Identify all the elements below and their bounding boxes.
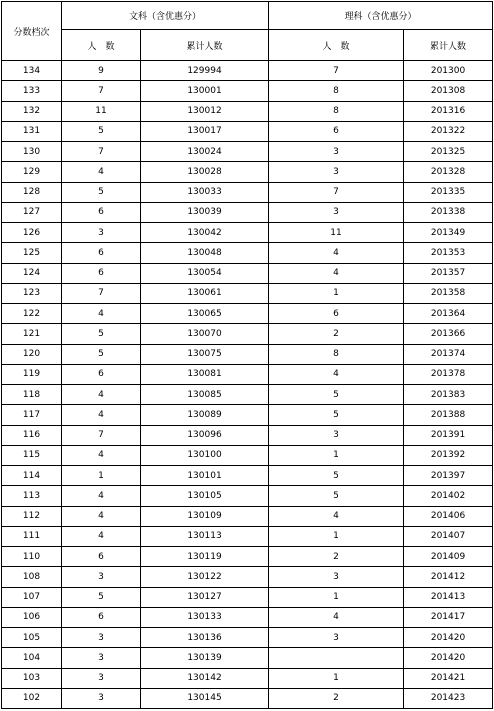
li-cum-header: 累计人数 — [404, 30, 493, 61]
score-cell: 130 — [2, 142, 62, 162]
li-count-header: 人 数 — [269, 30, 404, 61]
table-row — [2, 405, 493, 425]
table-row — [2, 486, 493, 506]
table-row — [2, 121, 493, 141]
li-cum-cell: 201402 — [404, 486, 493, 506]
score-cell: 111 — [2, 526, 62, 546]
score-cell: 113 — [2, 486, 62, 506]
table-row — [2, 61, 493, 81]
wen-cum-cell: 130122 — [141, 567, 269, 587]
li-count-cell: 4 — [269, 607, 404, 627]
li-count-cell: 7 — [269, 61, 404, 81]
li-count-cell: 5 — [269, 486, 404, 506]
li-cum-cell: 201407 — [404, 526, 493, 546]
score-cell: 129 — [2, 162, 62, 182]
wen-count-header: 人 数 — [62, 30, 141, 61]
wen-cum-cell: 130119 — [141, 547, 269, 567]
wen-cum-cell: 130105 — [141, 486, 269, 506]
wen-count-cell: 5 — [62, 324, 141, 344]
table-row — [2, 223, 493, 243]
score-cell: 122 — [2, 304, 62, 324]
wen-cum-cell: 130054 — [141, 263, 269, 283]
wen-cum-cell: 130101 — [141, 466, 269, 486]
li-cum-cell: 201391 — [404, 425, 493, 445]
table-row — [2, 162, 493, 182]
score-cell: 112 — [2, 506, 62, 526]
li-count-cell: 4 — [269, 263, 404, 283]
header-row-1 — [2, 2, 493, 30]
li-count-cell — [269, 648, 404, 668]
li-count-cell: 3 — [269, 567, 404, 587]
li-cum-cell: 201322 — [404, 121, 493, 141]
wen-cum-cell: 129994 — [141, 61, 269, 81]
wen-count-cell: 1 — [62, 466, 141, 486]
wen-cum-cell: 130039 — [141, 202, 269, 222]
table-row — [2, 81, 493, 101]
score-cell: 106 — [2, 607, 62, 627]
wen-cum-cell: 130133 — [141, 607, 269, 627]
table-row — [2, 547, 493, 567]
wen-cum-cell: 130085 — [141, 385, 269, 405]
wen-cum-cell: 130081 — [141, 364, 269, 384]
wen-cum-header: 累计人数 — [141, 30, 269, 61]
wen-cum-cell: 130024 — [141, 142, 269, 162]
li-cum-cell: 201388 — [404, 405, 493, 425]
wen-cum-cell: 130136 — [141, 628, 269, 648]
li-count-cell: 3 — [269, 425, 404, 445]
score-cell: 102 — [2, 688, 62, 708]
wen-count-cell: 6 — [62, 243, 141, 263]
wen-cum-cell: 130075 — [141, 344, 269, 364]
table-row — [2, 688, 493, 708]
li-cum-cell: 201353 — [404, 243, 493, 263]
score-cell: 120 — [2, 344, 62, 364]
wen-cum-cell: 130017 — [141, 121, 269, 141]
li-cum-cell: 201374 — [404, 344, 493, 364]
wen-cum-cell: 130065 — [141, 304, 269, 324]
wen-count-cell: 7 — [62, 283, 141, 303]
li-cum-cell: 201328 — [404, 162, 493, 182]
li-count-cell: 6 — [269, 121, 404, 141]
li-cum-cell: 201392 — [404, 445, 493, 465]
table-row — [2, 526, 493, 546]
score-cell: 123 — [2, 283, 62, 303]
li-count-cell: 2 — [269, 688, 404, 708]
score-cell: 110 — [2, 547, 62, 567]
header-row-2 — [2, 30, 493, 61]
table-row — [2, 344, 493, 364]
li-count-cell: 3 — [269, 162, 404, 182]
li-count-cell: 5 — [269, 405, 404, 425]
score-cell: 119 — [2, 364, 62, 384]
wen-cum-cell: 130096 — [141, 425, 269, 445]
table-row — [2, 243, 493, 263]
table-body — [2, 61, 493, 709]
score-cell: 108 — [2, 567, 62, 587]
wen-cum-cell: 130033 — [141, 182, 269, 202]
li-count-cell: 11 — [269, 223, 404, 243]
wen-cum-cell: 130001 — [141, 81, 269, 101]
li-cum-cell: 201358 — [404, 283, 493, 303]
table-row — [2, 283, 493, 303]
wen-cum-cell: 130109 — [141, 506, 269, 526]
li-count-cell: 8 — [269, 344, 404, 364]
table-row — [2, 628, 493, 648]
wen-count-cell: 5 — [62, 344, 141, 364]
wen-count-cell: 4 — [62, 304, 141, 324]
li-cum-cell: 201421 — [404, 668, 493, 688]
li-count-cell: 7 — [269, 182, 404, 202]
li-cum-cell: 201413 — [404, 587, 493, 607]
score-cell: 115 — [2, 445, 62, 465]
li-cum-cell: 201412 — [404, 567, 493, 587]
table-row — [2, 364, 493, 384]
score-cell: 104 — [2, 648, 62, 668]
score-cell: 105 — [2, 628, 62, 648]
wen-count-cell: 4 — [62, 445, 141, 465]
table-row — [2, 263, 493, 283]
li-count-cell: 6 — [269, 304, 404, 324]
wen-count-cell: 5 — [62, 121, 141, 141]
li-cum-cell: 201338 — [404, 202, 493, 222]
li-count-cell: 5 — [269, 466, 404, 486]
li-cum-cell: 201409 — [404, 547, 493, 567]
score-cell: 114 — [2, 466, 62, 486]
li-count-cell: 4 — [269, 506, 404, 526]
li-count-cell: 4 — [269, 364, 404, 384]
wen-count-cell: 6 — [62, 364, 141, 384]
score-cell: 127 — [2, 202, 62, 222]
wen-count-cell: 4 — [62, 506, 141, 526]
li-cum-cell: 201383 — [404, 385, 493, 405]
table-row — [2, 587, 493, 607]
score-cell: 107 — [2, 587, 62, 607]
score-cell: 132 — [2, 101, 62, 121]
score-cell: 121 — [2, 324, 62, 344]
li-count-cell: 1 — [269, 587, 404, 607]
li-cum-cell: 201406 — [404, 506, 493, 526]
wen-group-header: 文科（含优惠分） — [62, 2, 269, 30]
score-cell: 116 — [2, 425, 62, 445]
wen-cum-cell: 130145 — [141, 688, 269, 708]
score-cell: 124 — [2, 263, 62, 283]
table-row — [2, 607, 493, 627]
table-row — [2, 385, 493, 405]
wen-count-cell: 4 — [62, 526, 141, 546]
li-cum-cell: 201366 — [404, 324, 493, 344]
li-cum-cell: 201325 — [404, 142, 493, 162]
table-row — [2, 648, 493, 668]
wen-cum-cell: 130042 — [141, 223, 269, 243]
wen-cum-cell: 130070 — [141, 324, 269, 344]
li-cum-cell: 201316 — [404, 101, 493, 121]
li-count-cell: 1 — [269, 668, 404, 688]
score-cell: 134 — [2, 61, 62, 81]
score-cell: 103 — [2, 668, 62, 688]
wen-count-cell: 3 — [62, 648, 141, 668]
score-distribution-table — [1, 1, 493, 709]
wen-count-cell: 4 — [62, 162, 141, 182]
li-count-cell: 3 — [269, 628, 404, 648]
table-header — [2, 2, 493, 61]
wen-cum-cell: 130061 — [141, 283, 269, 303]
li-count-cell: 8 — [269, 101, 404, 121]
wen-count-cell: 4 — [62, 405, 141, 425]
wen-count-cell: 7 — [62, 81, 141, 101]
wen-cum-cell: 130113 — [141, 526, 269, 546]
li-count-cell: 1 — [269, 283, 404, 303]
score-header: 分数档次 — [2, 2, 62, 61]
li-count-cell: 3 — [269, 202, 404, 222]
li-count-cell: 4 — [269, 243, 404, 263]
li-group-header: 理科（含优惠分） — [269, 2, 493, 30]
wen-count-cell: 3 — [62, 688, 141, 708]
li-cum-cell: 201308 — [404, 81, 493, 101]
li-cum-cell: 201420 — [404, 628, 493, 648]
li-count-cell: 2 — [269, 547, 404, 567]
wen-count-cell: 7 — [62, 425, 141, 445]
table-row — [2, 668, 493, 688]
wen-count-cell: 3 — [62, 223, 141, 243]
score-cell: 117 — [2, 405, 62, 425]
wen-count-cell: 3 — [62, 567, 141, 587]
li-cum-cell: 201349 — [404, 223, 493, 243]
li-cum-cell: 201420 — [404, 648, 493, 668]
wen-cum-cell: 130127 — [141, 587, 269, 607]
wen-cum-cell: 130012 — [141, 101, 269, 121]
score-cell: 118 — [2, 385, 62, 405]
wen-cum-cell: 130139 — [141, 648, 269, 668]
table-row — [2, 466, 493, 486]
wen-count-cell: 6 — [62, 607, 141, 627]
wen-count-cell: 6 — [62, 202, 141, 222]
wen-cum-cell: 130100 — [141, 445, 269, 465]
wen-count-cell: 4 — [62, 385, 141, 405]
wen-count-cell: 3 — [62, 628, 141, 648]
wen-count-cell: 11 — [62, 101, 141, 121]
li-count-cell: 8 — [269, 81, 404, 101]
li-count-cell: 3 — [269, 142, 404, 162]
li-count-cell: 1 — [269, 445, 404, 465]
table-row — [2, 425, 493, 445]
li-cum-cell: 201378 — [404, 364, 493, 384]
table-row — [2, 324, 493, 344]
li-cum-cell: 201423 — [404, 688, 493, 708]
wen-count-cell: 7 — [62, 142, 141, 162]
score-cell: 128 — [2, 182, 62, 202]
wen-cum-cell: 130028 — [141, 162, 269, 182]
wen-cum-cell: 130142 — [141, 668, 269, 688]
table-row — [2, 445, 493, 465]
score-cell: 126 — [2, 223, 62, 243]
li-count-cell: 5 — [269, 385, 404, 405]
table-row — [2, 506, 493, 526]
score-cell: 125 — [2, 243, 62, 263]
li-cum-cell: 201357 — [404, 263, 493, 283]
li-cum-cell: 201335 — [404, 182, 493, 202]
li-cum-cell: 201417 — [404, 607, 493, 627]
wen-count-cell: 6 — [62, 547, 141, 567]
score-cell: 131 — [2, 121, 62, 141]
table-row — [2, 182, 493, 202]
li-cum-cell: 201364 — [404, 304, 493, 324]
table-row — [2, 304, 493, 324]
wen-count-cell: 3 — [62, 668, 141, 688]
score-cell: 133 — [2, 81, 62, 101]
wen-cum-cell: 130089 — [141, 405, 269, 425]
li-cum-cell: 201300 — [404, 61, 493, 81]
wen-cum-cell: 130048 — [141, 243, 269, 263]
table-row — [2, 567, 493, 587]
wen-count-cell: 9 — [62, 61, 141, 81]
wen-count-cell: 6 — [62, 263, 141, 283]
wen-count-cell: 4 — [62, 486, 141, 506]
li-count-cell: 1 — [269, 526, 404, 546]
table-row — [2, 202, 493, 222]
table-row — [2, 101, 493, 121]
wen-count-cell: 5 — [62, 587, 141, 607]
table-row — [2, 142, 493, 162]
wen-count-cell: 5 — [62, 182, 141, 202]
li-cum-cell: 201397 — [404, 466, 493, 486]
li-count-cell: 2 — [269, 324, 404, 344]
